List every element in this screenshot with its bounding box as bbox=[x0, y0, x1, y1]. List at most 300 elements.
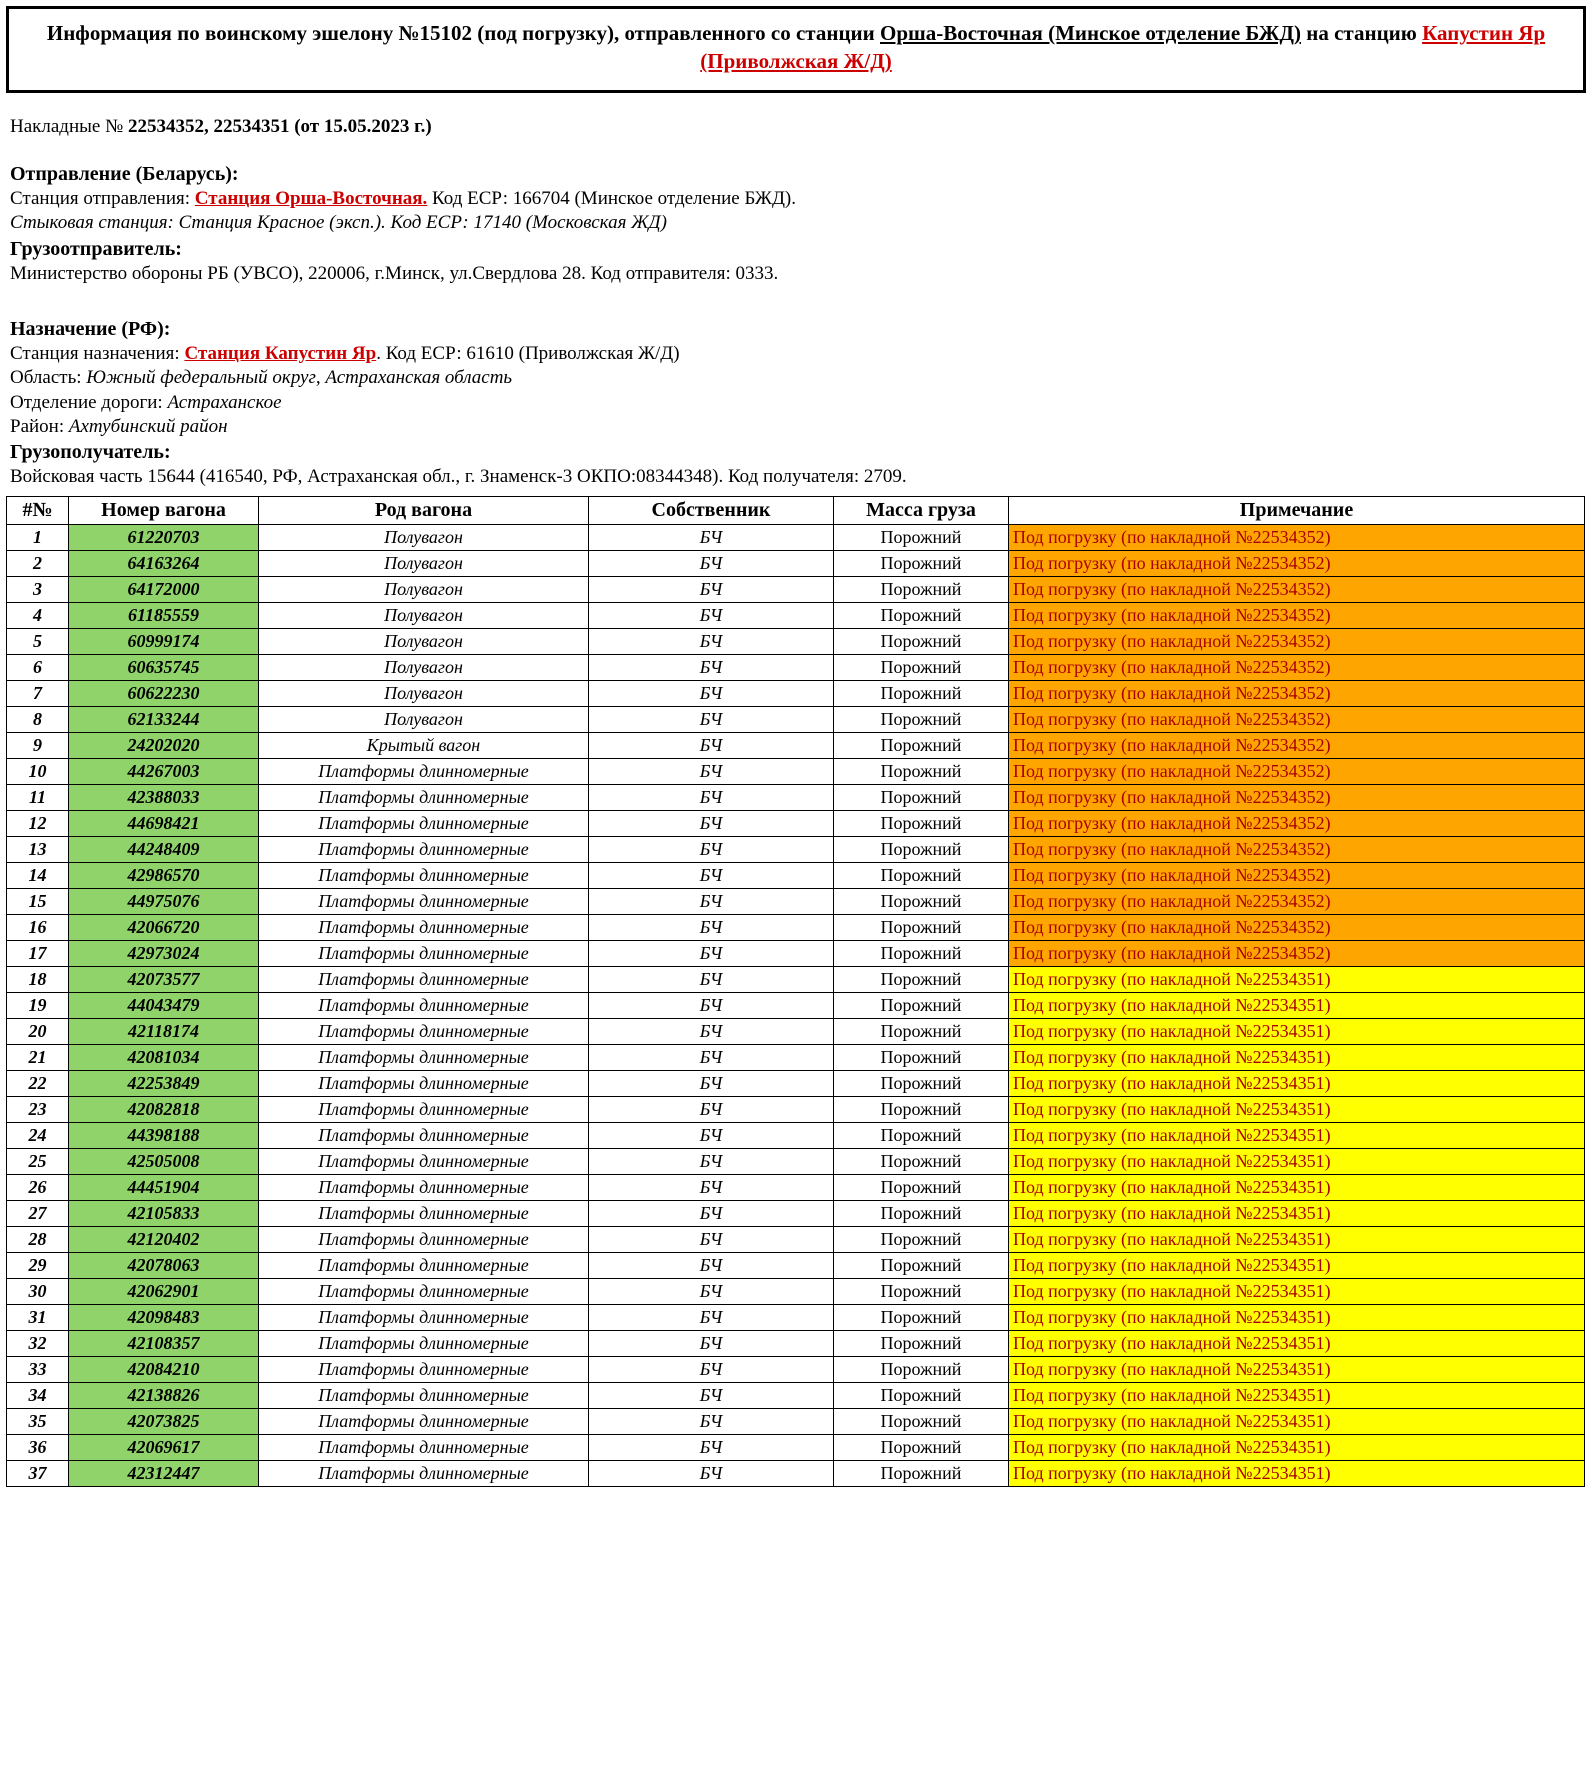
table-row bbox=[7, 836, 1585, 862]
cell-cargo-mass: Порожний bbox=[834, 1174, 1009, 1200]
cell-wagon-number: 44043479 bbox=[69, 992, 259, 1018]
cell-wagon-number: 42081034 bbox=[69, 1044, 259, 1070]
cell-cargo-mass: Порожний bbox=[834, 940, 1009, 966]
cell-note: Под погрузку (по накладной №22534351) bbox=[1009, 1096, 1585, 1122]
district-value: Ахтубинский район bbox=[68, 415, 228, 437]
cell-wagon-number: 61220703 bbox=[69, 524, 259, 550]
table-row bbox=[7, 914, 1585, 940]
column-header-index: #№ bbox=[7, 496, 69, 524]
cell-wagon-number: 42078063 bbox=[69, 1252, 259, 1278]
table-row bbox=[7, 576, 1585, 602]
title-station-to: Капустин Яр (Приволжская Ж/Д) bbox=[700, 21, 1546, 74]
table-row bbox=[7, 732, 1585, 758]
cell-index: 3 bbox=[7, 576, 69, 602]
cell-cargo-mass: Порожний bbox=[834, 1122, 1009, 1148]
cell-wagon-number: 42098483 bbox=[69, 1304, 259, 1330]
cell-index: 18 bbox=[7, 966, 69, 992]
cell-wagon-number: 42505008 bbox=[69, 1148, 259, 1174]
cell-index: 26 bbox=[7, 1174, 69, 1200]
table-row bbox=[7, 1070, 1585, 1096]
cell-wagon-type: Платформы длинномерные bbox=[259, 1096, 589, 1122]
cell-wagon-type: Платформы длинномерные bbox=[259, 1018, 589, 1044]
cell-note: Под погрузку (по накладной №22534351) bbox=[1009, 1174, 1585, 1200]
cell-index: 20 bbox=[7, 1018, 69, 1044]
cell-wagon-number: 42388033 bbox=[69, 784, 259, 810]
cell-owner: БЧ bbox=[589, 1070, 834, 1096]
cell-wagon-type: Платформы длинномерные bbox=[259, 966, 589, 992]
cell-wagon-type: Платформы длинномерные bbox=[259, 1122, 589, 1148]
cell-note: Под погрузку (по накладной №22534352) bbox=[1009, 758, 1585, 784]
cell-wagon-number: 64172000 bbox=[69, 576, 259, 602]
cell-note: Под погрузку (по накладной №22534351) bbox=[1009, 966, 1585, 992]
cell-cargo-mass: Порожний bbox=[834, 680, 1009, 706]
cell-owner: БЧ bbox=[589, 602, 834, 628]
cell-note: Под погрузку (по накладной №22534352) bbox=[1009, 550, 1585, 576]
table-row bbox=[7, 810, 1585, 836]
region-value: Южный федеральный округ, Астраханская область bbox=[86, 367, 513, 389]
cell-index: 37 bbox=[7, 1460, 69, 1486]
cell-note: Под погрузку (по накладной №22534352) bbox=[1009, 706, 1585, 732]
cell-owner: БЧ bbox=[589, 550, 834, 576]
division-label: Отделение дороги: bbox=[10, 391, 168, 413]
cell-note: Под погрузку (по накладной №22534351) bbox=[1009, 1460, 1585, 1486]
table-row bbox=[7, 654, 1585, 680]
cell-wagon-type: Полувагон bbox=[259, 576, 589, 602]
title-station-from: Орша-Восточная (Минское отделение БЖД) bbox=[880, 21, 1301, 45]
cell-wagon-number: 42986570 bbox=[69, 862, 259, 888]
table-row bbox=[7, 550, 1585, 576]
cell-cargo-mass: Порожний bbox=[834, 1434, 1009, 1460]
cell-wagon-type: Полувагон bbox=[259, 602, 589, 628]
table-row bbox=[7, 966, 1585, 992]
column-header-wagon-number: Номер вагона bbox=[69, 496, 259, 524]
cell-note: Под погрузку (по накладной №22534352) bbox=[1009, 602, 1585, 628]
cell-wagon-type: Платформы длинномерные bbox=[259, 1356, 589, 1382]
cell-owner: БЧ bbox=[589, 1174, 834, 1200]
cell-cargo-mass: Порожний bbox=[834, 550, 1009, 576]
table-row bbox=[7, 1252, 1585, 1278]
table-row bbox=[7, 706, 1585, 732]
waybill-line bbox=[10, 115, 1582, 139]
cell-wagon-type: Крытый вагон bbox=[259, 732, 589, 758]
cell-cargo-mass: Порожний bbox=[834, 628, 1009, 654]
cell-cargo-mass: Порожний bbox=[834, 1252, 1009, 1278]
consignor-line: Министерство обороны РБ (УВСО), 220006, г.Минск, ул.Свердлова 28. Код отправителя: 0333. bbox=[10, 262, 779, 284]
cell-wagon-number: 42105833 bbox=[69, 1200, 259, 1226]
cell-wagon-number: 61185559 bbox=[69, 602, 259, 628]
cell-wagon-type: Платформы длинномерные bbox=[259, 1148, 589, 1174]
cell-index: 6 bbox=[7, 654, 69, 680]
cell-wagon-number: 42108357 bbox=[69, 1330, 259, 1356]
cell-cargo-mass: Порожний bbox=[834, 1304, 1009, 1330]
cell-wagon-number: 42066720 bbox=[69, 914, 259, 940]
cell-note: Под погрузку (по накладной №22534352) bbox=[1009, 576, 1585, 602]
cell-cargo-mass: Порожний bbox=[834, 758, 1009, 784]
destination-station-line bbox=[10, 342, 1582, 366]
destination-station-label: Станция назначения: bbox=[10, 342, 185, 364]
table-row bbox=[7, 940, 1585, 966]
cell-note: Под погрузку (по накладной №22534351) bbox=[1009, 1304, 1585, 1330]
cell-index: 25 bbox=[7, 1148, 69, 1174]
cell-index: 15 bbox=[7, 888, 69, 914]
cell-wagon-type: Платформы длинномерные bbox=[259, 1408, 589, 1434]
cell-note: Под погрузку (по накладной №22534351) bbox=[1009, 1044, 1585, 1070]
table-row bbox=[7, 1096, 1585, 1122]
cell-cargo-mass: Порожний bbox=[834, 1460, 1009, 1486]
cell-note: Под погрузку (по накладной №22534351) bbox=[1009, 1200, 1585, 1226]
cell-index: 34 bbox=[7, 1382, 69, 1408]
cell-cargo-mass: Порожний bbox=[834, 1018, 1009, 1044]
cell-wagon-type: Платформы длинномерные bbox=[259, 1434, 589, 1460]
cell-index: 17 bbox=[7, 940, 69, 966]
cell-wagon-type: Платформы длинномерные bbox=[259, 1070, 589, 1096]
cell-index: 29 bbox=[7, 1252, 69, 1278]
table-row bbox=[7, 1382, 1585, 1408]
cell-wagon-number: 42073577 bbox=[69, 966, 259, 992]
cell-owner: БЧ bbox=[589, 914, 834, 940]
cell-wagon-number: 42312447 bbox=[69, 1460, 259, 1486]
cell-note: Под погрузку (по накладной №22534351) bbox=[1009, 1408, 1585, 1434]
cell-owner: БЧ bbox=[589, 1304, 834, 1330]
wagons-table bbox=[6, 496, 1585, 1487]
cell-note: Под погрузку (по накладной №22534351) bbox=[1009, 992, 1585, 1018]
cell-owner: БЧ bbox=[589, 1148, 834, 1174]
cell-wagon-type: Платформы длинномерные bbox=[259, 836, 589, 862]
cell-owner: БЧ bbox=[589, 992, 834, 1018]
document-body bbox=[0, 93, 1592, 490]
cell-note: Под погрузку (по накладной №22534351) bbox=[1009, 1252, 1585, 1278]
cell-note: Под погрузку (по накладной №22534352) bbox=[1009, 628, 1585, 654]
cell-wagon-number: 60635745 bbox=[69, 654, 259, 680]
cell-owner: БЧ bbox=[589, 940, 834, 966]
cell-wagon-type: Полувагон bbox=[259, 524, 589, 550]
cell-wagon-number: 42062901 bbox=[69, 1278, 259, 1304]
cell-cargo-mass: Порожний bbox=[834, 1200, 1009, 1226]
cell-index: 33 bbox=[7, 1356, 69, 1382]
cell-owner: БЧ bbox=[589, 810, 834, 836]
destination-heading: Назначение (РФ): bbox=[10, 317, 171, 340]
division-value: Астраханское bbox=[167, 391, 282, 413]
cell-cargo-mass: Порожний bbox=[834, 732, 1009, 758]
cell-wagon-number: 60999174 bbox=[69, 628, 259, 654]
cell-note: Под погрузку (по накладной №22534352) bbox=[1009, 524, 1585, 550]
cell-index: 12 bbox=[7, 810, 69, 836]
cell-cargo-mass: Порожний bbox=[834, 1044, 1009, 1070]
cell-index: 10 bbox=[7, 758, 69, 784]
title-part-2: на станцию bbox=[1300, 21, 1423, 45]
cell-cargo-mass: Порожний bbox=[834, 602, 1009, 628]
cell-note: Под погрузку (по накладной №22534351) bbox=[1009, 1148, 1585, 1174]
cell-note: Под погрузку (по накладной №22534351) bbox=[1009, 1330, 1585, 1356]
cell-owner: БЧ bbox=[589, 888, 834, 914]
cell-note: Под погрузку (по накладной №22534352) bbox=[1009, 784, 1585, 810]
cell-index: 32 bbox=[7, 1330, 69, 1356]
cell-note: Под погрузку (по накладной №22534351) bbox=[1009, 1226, 1585, 1252]
cell-note: Под погрузку (по накладной №22534351) bbox=[1009, 1434, 1585, 1460]
cell-cargo-mass: Порожний bbox=[834, 914, 1009, 940]
cell-wagon-number: 60622230 bbox=[69, 680, 259, 706]
cell-wagon-type: Платформы длинномерные bbox=[259, 940, 589, 966]
cell-index: 30 bbox=[7, 1278, 69, 1304]
table-row bbox=[7, 680, 1585, 706]
cell-wagon-number: 42082818 bbox=[69, 1096, 259, 1122]
cell-cargo-mass: Порожний bbox=[834, 966, 1009, 992]
cell-note: Под погрузку (по накладной №22534351) bbox=[1009, 1070, 1585, 1096]
cell-wagon-type: Платформы длинномерные bbox=[259, 1330, 589, 1356]
cell-owner: БЧ bbox=[589, 1226, 834, 1252]
departure-station-code: Код ЕСР: 166704 (Минское отделение БЖД). bbox=[427, 188, 796, 209]
cell-note: Под погрузку (по накладной №22534351) bbox=[1009, 1382, 1585, 1408]
cell-wagon-number: 44398188 bbox=[69, 1122, 259, 1148]
cell-owner: БЧ bbox=[589, 966, 834, 992]
cell-cargo-mass: Порожний bbox=[834, 1356, 1009, 1382]
cell-cargo-mass: Порожний bbox=[834, 1226, 1009, 1252]
cell-wagon-type: Платформы длинномерные bbox=[259, 862, 589, 888]
cell-note: Под погрузку (по накладной №22534352) bbox=[1009, 940, 1585, 966]
table-row bbox=[7, 1278, 1585, 1304]
cell-note: Под погрузку (по накладной №22534351) bbox=[1009, 1122, 1585, 1148]
cell-wagon-number: 42073825 bbox=[69, 1408, 259, 1434]
cell-wagon-number: 44698421 bbox=[69, 810, 259, 836]
table-row bbox=[7, 1356, 1585, 1382]
cell-index: 24 bbox=[7, 1122, 69, 1148]
cell-wagon-type: Платформы длинномерные bbox=[259, 992, 589, 1018]
cell-owner: БЧ bbox=[589, 862, 834, 888]
cell-wagon-type: Полувагон bbox=[259, 550, 589, 576]
document-page bbox=[0, 6, 1592, 1487]
table-row bbox=[7, 1018, 1585, 1044]
cell-wagon-number: 44267003 bbox=[69, 758, 259, 784]
cell-owner: БЧ bbox=[589, 1278, 834, 1304]
wagons-table-body bbox=[7, 524, 1585, 1486]
cell-cargo-mass: Порожний bbox=[834, 1070, 1009, 1096]
cell-index: 27 bbox=[7, 1200, 69, 1226]
district-label: Район: bbox=[10, 415, 69, 437]
cell-wagon-type: Платформы длинномерные bbox=[259, 914, 589, 940]
table-row bbox=[7, 784, 1585, 810]
cell-wagon-type: Платформы длинномерные bbox=[259, 1278, 589, 1304]
cell-wagon-number: 62133244 bbox=[69, 706, 259, 732]
cell-owner: БЧ bbox=[589, 706, 834, 732]
cell-index: 1 bbox=[7, 524, 69, 550]
cell-wagon-type: Платформы длинномерные bbox=[259, 888, 589, 914]
cell-owner: БЧ bbox=[589, 1122, 834, 1148]
cell-note: Под погрузку (по накладной №22534352) bbox=[1009, 836, 1585, 862]
cell-wagon-type: Платформы длинномерные bbox=[259, 1174, 589, 1200]
cell-owner: БЧ bbox=[589, 628, 834, 654]
cell-note: Под погрузку (по накладной №22534352) bbox=[1009, 654, 1585, 680]
departure-station-label: Станция отправления: bbox=[10, 188, 195, 209]
table-row bbox=[7, 524, 1585, 550]
cell-owner: БЧ bbox=[589, 1382, 834, 1408]
cell-index: 35 bbox=[7, 1408, 69, 1434]
cell-owner: БЧ bbox=[589, 758, 834, 784]
table-row bbox=[7, 1148, 1585, 1174]
table-row bbox=[7, 888, 1585, 914]
cell-index: 7 bbox=[7, 680, 69, 706]
cell-wagon-number: 42138826 bbox=[69, 1382, 259, 1408]
destination-station-name: Станция Капустин Яр bbox=[184, 342, 377, 364]
cell-wagon-type: Платформы длинномерные bbox=[259, 1200, 589, 1226]
table-row bbox=[7, 628, 1585, 654]
cell-note: Под погрузку (по накладной №22534352) bbox=[1009, 888, 1585, 914]
page-title bbox=[23, 19, 1569, 76]
cell-index: 36 bbox=[7, 1434, 69, 1460]
cell-cargo-mass: Порожний bbox=[834, 1096, 1009, 1122]
cell-owner: БЧ bbox=[589, 1252, 834, 1278]
cell-owner: БЧ bbox=[589, 1408, 834, 1434]
table-row bbox=[7, 602, 1585, 628]
table-row bbox=[7, 1044, 1585, 1070]
cell-cargo-mass: Порожний bbox=[834, 810, 1009, 836]
column-header-wagon-type: Род вагона bbox=[259, 496, 589, 524]
column-header-note: Примечание bbox=[1009, 496, 1585, 524]
consignee-line: Войсковая часть 15644 (416540, РФ, Астраханская обл., г. Знаменск-3 ОКПО:08344348). Код получателя: 2709. bbox=[10, 466, 907, 488]
cell-cargo-mass: Порожний bbox=[834, 1330, 1009, 1356]
division-line bbox=[10, 391, 1582, 415]
waybill-value: 22534352, 22534351 (от 15.05.2023 г.) bbox=[127, 115, 432, 137]
cell-index: 4 bbox=[7, 602, 69, 628]
cell-cargo-mass: Порожний bbox=[834, 992, 1009, 1018]
cell-owner: БЧ bbox=[589, 1460, 834, 1486]
cell-index: 9 bbox=[7, 732, 69, 758]
cell-index: 11 bbox=[7, 784, 69, 810]
cell-owner: БЧ bbox=[589, 1434, 834, 1460]
departure-station-line bbox=[10, 187, 1582, 211]
cell-owner: БЧ bbox=[589, 1200, 834, 1226]
cell-cargo-mass: Порожний bbox=[834, 1148, 1009, 1174]
cell-index: 21 bbox=[7, 1044, 69, 1070]
column-header-cargo-mass: Масса груза bbox=[834, 496, 1009, 524]
cell-cargo-mass: Порожний bbox=[834, 888, 1009, 914]
cell-note: Под погрузку (по накладной №22534351) bbox=[1009, 1278, 1585, 1304]
destination-station-code: . Код ЕСР: 61610 (Приволжская Ж/Д) bbox=[376, 342, 680, 364]
cell-index: 2 bbox=[7, 550, 69, 576]
cell-owner: БЧ bbox=[589, 576, 834, 602]
cell-wagon-type: Полувагон bbox=[259, 680, 589, 706]
cell-owner: БЧ bbox=[589, 654, 834, 680]
cell-wagon-number: 42973024 bbox=[69, 940, 259, 966]
title-box bbox=[6, 6, 1586, 93]
cell-wagon-number: 42253849 bbox=[69, 1070, 259, 1096]
district-line bbox=[10, 415, 1582, 439]
cell-owner: БЧ bbox=[589, 1018, 834, 1044]
table-row bbox=[7, 1122, 1585, 1148]
cell-wagon-type: Полувагон bbox=[259, 628, 589, 654]
table-row bbox=[7, 1200, 1585, 1226]
cell-note: Под погрузку (по накладной №22534352) bbox=[1009, 732, 1585, 758]
consignee-heading: Грузополучатель: bbox=[10, 441, 171, 464]
cell-cargo-mass: Порожний bbox=[834, 836, 1009, 862]
table-row bbox=[7, 1408, 1585, 1434]
departure-station-name: Станция Орша-Восточная. bbox=[194, 188, 428, 209]
cell-wagon-type: Платформы длинномерные bbox=[259, 1460, 589, 1486]
cell-wagon-number: 24202020 bbox=[69, 732, 259, 758]
cell-index: 16 bbox=[7, 914, 69, 940]
cell-owner: БЧ bbox=[589, 1356, 834, 1382]
consignor-heading: Грузоотправитель: bbox=[10, 237, 182, 260]
cell-owner: БЧ bbox=[589, 524, 834, 550]
cell-wagon-type: Полувагон bbox=[259, 654, 589, 680]
cell-note: Под погрузку (по накладной №22534352) bbox=[1009, 680, 1585, 706]
table-row bbox=[7, 1434, 1585, 1460]
cell-cargo-mass: Порожний bbox=[834, 862, 1009, 888]
table-row bbox=[7, 1226, 1585, 1252]
table-row bbox=[7, 1304, 1585, 1330]
cell-owner: БЧ bbox=[589, 680, 834, 706]
column-header-owner: Собственник bbox=[589, 496, 834, 524]
cell-wagon-type: Платформы длинномерные bbox=[259, 1044, 589, 1070]
cell-index: 31 bbox=[7, 1304, 69, 1330]
cell-wagon-number: 42084210 bbox=[69, 1356, 259, 1382]
junction-station-line: Стыковая станция: Станция Красное (эксп.). Код ЕСР: 17140 (Московская ЖД) bbox=[10, 212, 667, 234]
cell-wagon-number: 42120402 bbox=[69, 1226, 259, 1252]
waybill-label: Накладные № bbox=[10, 115, 128, 137]
table-row bbox=[7, 862, 1585, 888]
cell-wagon-type: Платформы длинномерные bbox=[259, 1226, 589, 1252]
table-row bbox=[7, 758, 1585, 784]
cell-note: Под погрузку (по накладной №22534351) bbox=[1009, 1356, 1585, 1382]
cell-cargo-mass: Порожний bbox=[834, 524, 1009, 550]
cell-index: 13 bbox=[7, 836, 69, 862]
cell-wagon-type: Полувагон bbox=[259, 706, 589, 732]
table-row bbox=[7, 1174, 1585, 1200]
cell-note: Под погрузку (по накладной №22534352) bbox=[1009, 810, 1585, 836]
cell-wagon-number: 64163264 bbox=[69, 550, 259, 576]
cell-owner: БЧ bbox=[589, 1330, 834, 1356]
cell-cargo-mass: Порожний bbox=[834, 784, 1009, 810]
cell-note: Под погрузку (по накладной №22534351) bbox=[1009, 1018, 1585, 1044]
cell-cargo-mass: Порожний bbox=[834, 654, 1009, 680]
cell-index: 23 bbox=[7, 1096, 69, 1122]
region-label: Область: bbox=[10, 367, 87, 389]
cell-index: 8 bbox=[7, 706, 69, 732]
table-row bbox=[7, 1330, 1585, 1356]
cell-cargo-mass: Порожний bbox=[834, 576, 1009, 602]
table-row bbox=[7, 1460, 1585, 1486]
cell-owner: БЧ bbox=[589, 1044, 834, 1070]
cell-wagon-type: Платформы длинномерные bbox=[259, 1382, 589, 1408]
cell-index: 5 bbox=[7, 628, 69, 654]
cell-cargo-mass: Порожний bbox=[834, 1278, 1009, 1304]
cell-index: 19 bbox=[7, 992, 69, 1018]
cell-wagon-number: 44248409 bbox=[69, 836, 259, 862]
cell-index: 28 bbox=[7, 1226, 69, 1252]
cell-cargo-mass: Порожний bbox=[834, 706, 1009, 732]
cell-wagon-type: Платформы длинномерные bbox=[259, 810, 589, 836]
cell-owner: БЧ bbox=[589, 1096, 834, 1122]
cell-wagon-number: 44451904 bbox=[69, 1174, 259, 1200]
table-header-row bbox=[7, 496, 1585, 524]
cell-wagon-type: Платформы длинномерные bbox=[259, 784, 589, 810]
cell-owner: БЧ bbox=[589, 784, 834, 810]
cell-cargo-mass: Порожний bbox=[834, 1382, 1009, 1408]
table-row bbox=[7, 992, 1585, 1018]
cell-wagon-number: 42069617 bbox=[69, 1434, 259, 1460]
cell-wagon-type: Платформы длинномерные bbox=[259, 758, 589, 784]
departure-heading: Отправление (Беларусь): bbox=[10, 163, 239, 185]
cell-wagon-type: Платформы длинномерные bbox=[259, 1304, 589, 1330]
cell-note: Под погрузку (по накладной №22534352) bbox=[1009, 862, 1585, 888]
cell-owner: БЧ bbox=[589, 836, 834, 862]
cell-owner: БЧ bbox=[589, 732, 834, 758]
cell-wagon-number: 44975076 bbox=[69, 888, 259, 914]
title-part-1: Информация по воинскому эшелону №15102 (под погрузку), отправленного со станции bbox=[46, 21, 880, 45]
cell-index: 22 bbox=[7, 1070, 69, 1096]
cell-wagon-number: 42118174 bbox=[69, 1018, 259, 1044]
cell-note: Под погрузку (по накладной №22534352) bbox=[1009, 914, 1585, 940]
cell-wagon-type: Платформы длинномерные bbox=[259, 1252, 589, 1278]
